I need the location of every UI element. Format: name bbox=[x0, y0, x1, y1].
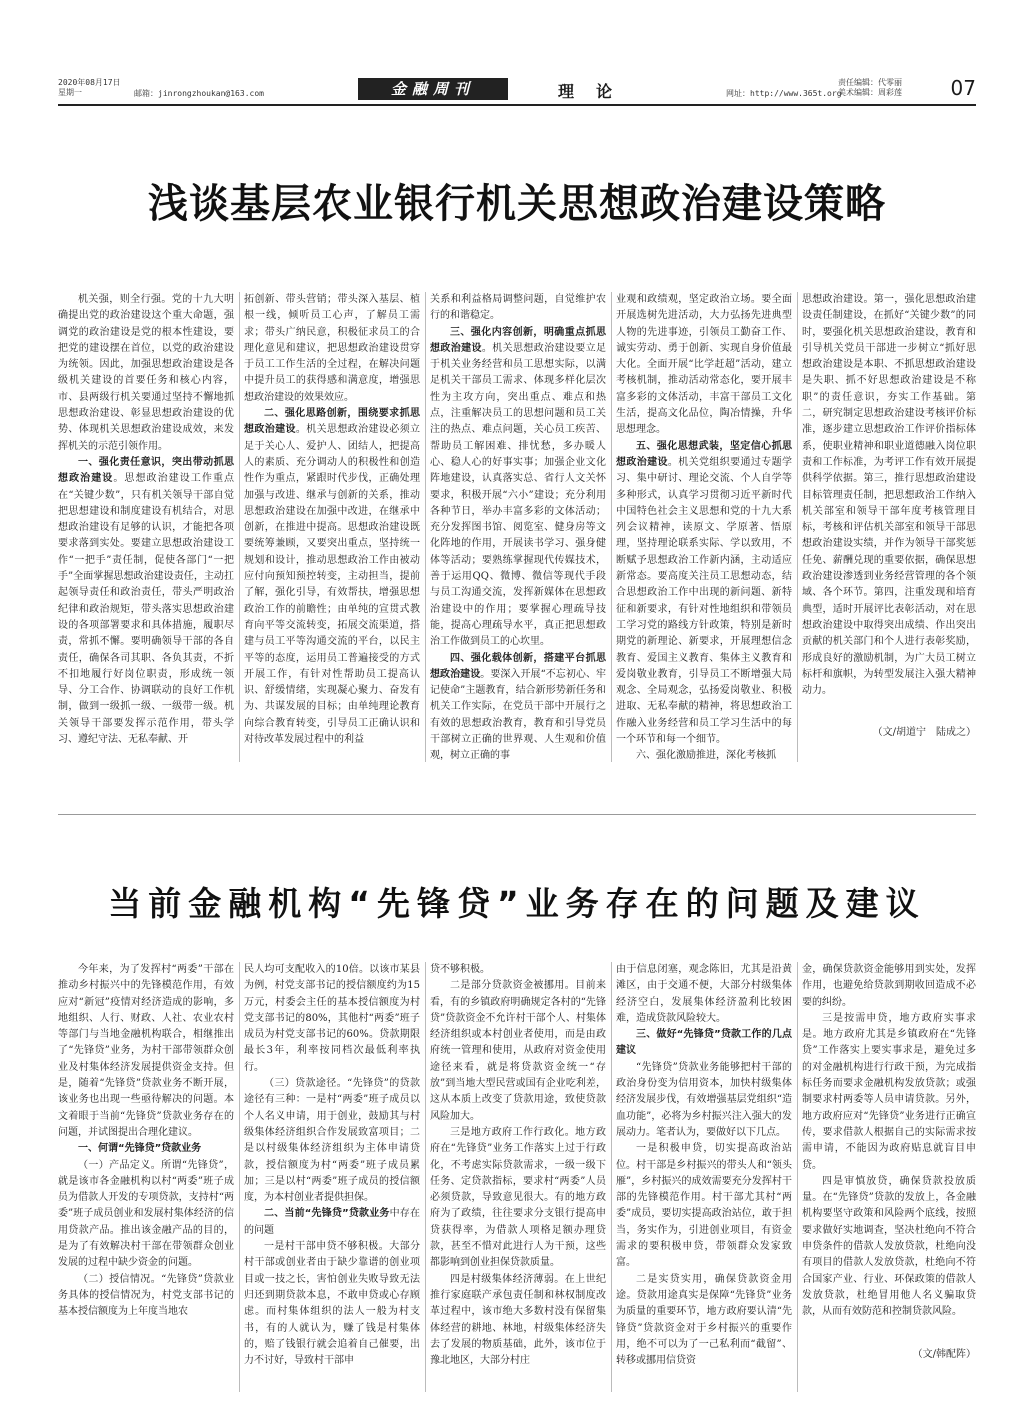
column-rule bbox=[797, 962, 798, 1392]
paragraph: 今年来，为了发挥村“两委”干部在推动乡村振兴中的先锋模范作用，有效应对“新冠”疫情对经济造成的影响，多地组织、人行、财政、人社、农业农村等部门与当地金融机构联合，相继推出了“先锋贷”业务，为村干部带领群众创业及村集体经济发展提供资金支持。但是，随着“先锋贷”贷款业务不断开展，该业务也出现一些亟待解决的问题。本文着眼于当前“先锋贷”贷款业务存在的问题，并试图提出合理化建议。 bbox=[58, 964, 234, 1138]
article1-byline: （文/胡道宁 陆成之） bbox=[872, 727, 976, 739]
article-divider bbox=[58, 814, 976, 815]
section-heading: 三、做好“先锋贷”贷款工作的几点建议 bbox=[616, 1029, 792, 1057]
column-rule bbox=[425, 292, 426, 762]
article2-column-3 bbox=[430, 962, 606, 1402]
header-date-block bbox=[58, 78, 121, 98]
header-editor-responsible: 责任编辑：代零丽 bbox=[838, 78, 902, 87]
page-number: 07 bbox=[950, 76, 976, 100]
paragraph: “先锋贷”贷款业务能够把村干部的政治身份变为信用资本，加快村级集体经济发展步伐，有效增强基层党组织“造血功能”，必将为乡村振兴注入强大的发展动力。笔者认为，要做好以下几点。 bbox=[616, 1061, 792, 1138]
paragraph: 二是部分贷款资金被挪用。目前来看，有的乡镇政府明确规定各村的“先锋贷”贷款资金不允许村干部个人、村集体经济组织或本村创业者使用，而是由政府统一管理和使用，从政府对资金使用途径来看，就是将贷款资金统一“存放”到当地大型民营或国有企业吃利差，这从本质上改变了贷款用途，致使贷款风险加大。 bbox=[430, 980, 606, 1122]
paragraph: 思想政治建设。第一，强化思想政治建设责任制建设，在抓好“关键少数”的同时，要强化机关思想政治建设，教育和引导机关党员干部进一步树立“抓好思想政治建设是本职、不抓思想政治建设是失职、抓不好思想政治建设是不称职”的责任意识，夯实工作基础。第二，研究制定思想政治建设考核评价标准，逐步建立思想政治工作评价指标体系，使职业精神和职业道德融入岗位职责和工作标准，为考评工作有效开展提供科学依据。第三，推行思想政治建设目标管理责任制，把思想政治工作纳入机关部室和领导干部年度考核管理目标，考核和评估机关部室和领导干部思想政治建设实绩，并作为领导干部奖惩任免、薪酬兑现的重要依据，确保思想政治建设渗透到业务经营管理的各个领域、各个环节。第四，注重发现和培育典型，适时开展评比表彰活动，对在思想政治建设中取得突出成绩、作出突出贡献的机关部门和个人进行表彰奖励，形成良好的激励机制，为广大员工树立标杆和旗帜，为转型发展注入强大精神动力。 bbox=[802, 294, 976, 697]
paragraph: 机关强，则全行强。党的十九大明确提出党的政治建设这个重大命题，强调党的政治建设是党的根本性建设，要把党的建设摆在首位，以党的政治建设为统领。因此，加强思想政治建设是各级机关建设的首要任务和核心内容，市、县两级行机关要通过坚持不懈地抓思想政治建设、彰显思想政治建设的优势、体现机关思想政治建设成效，来发挥机关的示范引领作用。 bbox=[58, 294, 234, 452]
section-heading: 二、强化思路创新，围绕要求抓思想政治建设 bbox=[244, 408, 420, 436]
page-header bbox=[58, 78, 976, 106]
article1-column-4 bbox=[616, 292, 792, 802]
column-rule bbox=[797, 292, 798, 762]
newspaper-logo: 金融周刊 bbox=[358, 78, 508, 100]
paragraph: 四是村级集体经济薄弱。在上世纪推行家庭联产承包责任制和林权制度改革过程中，该市绝大多数村没有保留集体经营的耕地、林地，村级集体经济失去了发展的物质基础，此外，该市位于豫北地区，大部分村庄 bbox=[430, 1273, 606, 1367]
article2-byline: （文/韩配阵） bbox=[912, 1348, 976, 1360]
paragraph: 业观和政绩观，坚定政治立场。要全面开展选树先进活动，大力弘扬先进典型人物的先进事迹，引领员工勤奋工作、诚实劳动、勇于创新、实现自身价值最大化。全面开展“比学赶超”活动，建立考核机制，推动活动常态化，要开展丰富多彩的文体活动，丰富干部员工文化生活，提高文化品位，陶冶情操，升华思想理念。 bbox=[616, 294, 792, 436]
paragraph: 贷不够积极。 bbox=[430, 964, 490, 975]
paragraph: 金，确保贷款资金能够用到实处，发挥作用，也避免给贷款到期收回造成不必要的纠纷。 bbox=[802, 964, 976, 1008]
article2-column-2 bbox=[244, 962, 420, 1402]
section-heading: 五、强化思想武装，坚定信心抓思想政治建设 bbox=[616, 440, 792, 468]
paragraph: 三是按需申贷，地方政府实事求是。地方政府尤其是乡镇政府在“先锋贷”工作落实上要实事求是，避免过多的对金融机构进行行政干预，为完成指标任务而要求金融机构发放贷款；或强制要求村两委等人员申请贷款。另外，地方政府应对“先锋贷”业务进行正确宣传，要求借款人根据自己的实际需求按需申请，不能因为政府贴息就盲目申贷。 bbox=[802, 1012, 976, 1171]
section-heading: 四、强化载体创新，搭建平台抓思想政治建设 bbox=[430, 652, 606, 680]
paragraph: 六、强化激励推进，深化考核抓 bbox=[636, 750, 776, 762]
paragraph: （二）授信情况。“先锋贷”贷款业务具体的授信情况为，村党支部书记的基本授信额度为上年度当地农 bbox=[58, 1273, 234, 1318]
article1-column-5-body bbox=[802, 292, 976, 699]
paragraph: 由于信息闭塞，观念陈旧，尤其是沿黄滩区，由于交通不便，大部分村级集体经济空白，发展集体经济盈利比较困难，造成贷款风险较大。 bbox=[616, 964, 792, 1024]
paragraph: 一是积极申贷，切实提高政治站位。村干部是乡村振兴的带头人和“领头雁”，乡村振兴的成效需要充分发挥村干部的先锋模范作用。村干部尤其村“两委”成员，要切实提高政治站位，敢于担当，务实作为，引进创业项目，有资金需求的要积极申贷，带领群众发家致富。 bbox=[616, 1143, 792, 1269]
header-editors bbox=[838, 78, 902, 98]
paragraph: 二、强化思路创新，围绕要求抓思想政治建设。机关思想政治建设必须立足于关心人、爱护人、团结人，把提高人的素质、充分调动人的积极性和创造性作为重点，紧跟时代步伐，正确处理加强与改进、继承与创新的关系，推动思想政治建设在加强中改进，在继承中创新，在推进中提高。思想政治建设既要统筹兼顾，又要突出重点，坚持统一规划和设计，推动思想政治工作由被动应付向预知预控转变，主动担当，提前了解，强化引导，有效帮扶，增强思想政治工作的前瞻性；由单纯的宣贯式教育向平等交流转变，拓展交流渠道，搭建与员工平等沟通交流的平台，以民主平等的态度，运用员工普遍接受的方式开展工作，有针对性帮助员工提高认识、舒缓情绪，实现凝心聚力、奋发有为、共谋发展的目标；由单纯理论教育向综合教育转变，引导员工正确认识和对待改革发展过程中的利益 bbox=[244, 408, 420, 746]
section-title: 理论 bbox=[558, 82, 635, 101]
section-heading: 三、强化内容创新，明确重点抓思想政治建设 bbox=[430, 326, 606, 354]
article1-title: 浅谈基层农业银行机关思想政治建设策略 bbox=[148, 181, 886, 227]
article2-column-5 bbox=[802, 962, 976, 1402]
paragraph: 二、当前“先锋贷”贷款业务中存在的问题 bbox=[244, 1208, 420, 1236]
article1-column-5 bbox=[802, 292, 976, 802]
paragraph: 五、强化思想武装，坚定信心抓思想政治建设。机关党组织要通过专题学习、集中研讨、理论交流、个人自学等多种形式，认真学习贯彻习近平新时代中国特色社会主义思想和党的十九大系列会议精神，读原文、学原著、悟原理，坚持理论联系实际、学以致用，不断赋予思想政治工作新内涵，主动适应新常态。要高度关注员工思想动态，结合思想政治工作中出现的新问题、新特征和新要求，有针对性地组织和带领员工学习党的路线方针政策，特别是新时期党的新理论、新要求，开展理想信念教育、爱国主义教育、集体主义教育和爱岗敬业教育，引导员工不断增强大局观念、全局观念，弘扬爱岗敬业、积极进取、无私奉献的精神，将思想政治工作融入业务经营和员工学习生活中的每一个环节和每一个细节。 bbox=[616, 440, 792, 746]
header-date: 2020年08月17日 bbox=[58, 78, 121, 87]
section-heading: 一、强化责任意识，突出带动抓思想政治建设 bbox=[58, 456, 234, 485]
article2-column-5-body bbox=[802, 962, 976, 1321]
article2-column-1 bbox=[58, 962, 234, 1402]
paragraph: 关系和利益格局调整问题，自觉维护农行的和谐稳定。 bbox=[430, 294, 606, 322]
paragraph bbox=[58, 1141, 234, 1157]
paragraph: 一、强化责任意识，突出带动抓思想政治建设。思想政治建设工作重点在“关键少数”，只有机关领导干部自觉把思想建设和制度建设有机结合，对思想政治建设有足够的认识，才能把各项要求落到实处。要建立思想政治建设工作“一把手”责任制，促使各部门“一把手”全面掌握思想政治建设责任，主动扛起领导责任和政治责任，带头严明政治纪律和政治规矩，带头落实思想政治建设的各项部署要求和具体措施，履职尽责，常抓不懈。要明确领导干部的各自责任，确保各司其职、各负其责，不折不扣地履行好岗位职责，形成统一领导、分工合作、协调联动的良好工作机制，做到一级抓一级、一级带一级。机关领导干部要发挥示范作用，带头学习、遵纪守法、无私奉献、开 bbox=[58, 456, 234, 746]
article1-column-1 bbox=[58, 292, 234, 802]
column-rule bbox=[239, 962, 240, 1392]
header-website: 网址：http://www.365t.org bbox=[726, 89, 842, 98]
section-heading: 二、当前“先锋贷”贷款业务 bbox=[264, 1208, 390, 1220]
header-editor-art: 美术编辑：周彩莲 bbox=[838, 88, 902, 97]
column-rule bbox=[425, 962, 426, 1392]
column-rule bbox=[611, 292, 612, 762]
paragraph: （一）产品定义。所谓“先锋贷”，就是该市各金融机构以村“两委”班子成员为借款人开发的专项贷款，支持村“两委”班子成员创业和发展村集体经济的信用贷款产品。推出该金融产品的目的，是为了有效解决村干部在带领群众创业发展的过程中缺少资金的问题。 bbox=[58, 1159, 234, 1269]
header-email: 邮箱：jinrongzhoukan@163.com bbox=[134, 89, 264, 98]
column-rule bbox=[239, 292, 240, 762]
header-weekday: 星期一 bbox=[58, 88, 82, 97]
paragraph: 二是实贷实用，确保贷款资金用途。贷款用途真实是保障“先锋贷”业务为质量的重要环节，地方政府要认清“先锋贷”贷款资金对于乡村振兴的重要作用，绝不可以为了一己私利而“截留”、转移或挪用信贷资 bbox=[616, 1273, 792, 1367]
section-heading: 一、何谓“先锋贷”贷款业务 bbox=[78, 1143, 202, 1155]
paragraph: （三）贷款途径。“先锋贷”的贷款途径有三种：一是村“两委”班子成员以个人名义申请，用于创业，鼓励其与村级集体经济组织合作发展致富项目；二是以村级集体经济组织为主体申请贷款，授信额度为村“两委”班子成员累加；三是以村“两委”班子成员的授信额度，为本村创业者提供担保。 bbox=[244, 1078, 420, 1204]
paragraph: 三、强化内容创新，明确重点抓思想政治建设。机关思想政治建设要立足于机关业务经营和员工思想实际，以满足机关干部员工需求、体现多样化层次性为主攻方向，突出重点、难点和热点，注重解决员工的思想问题和员工关注的热点、难点问题，关心员工疾苦、帮助员工解困难、排忧愁，多办暖人心、稳人心的好事实事；加强企业文化阵地建设，认真落实总、省行人文关怀要求，积极开展“六小”建设；充分利用各种节日，举办丰富多彩的文体活动；充分发挥图书馆、阅览室、健身房等文化阵地的作用，开展读书学习、强身健体等活动；要熟练掌握现代传媒技术，善于运用QQ、微博、微信等现代手段与员工沟通交流，发挥新媒体在思想政治建设中的作用；要掌握心理疏导技能，提高心理疏导水平，真正把思想政治工作做到员工的心坎里。 bbox=[430, 326, 606, 648]
paragraph: 民人均可支配收入的10倍。以该市某县为例，村党支部书记的授信额度约为15万元，村委会主任的基本授信额度为村党支部书记的80%，其他村“两委”班子成员为村党支部书记的60%。贷款期限最长3年，利率按同档次最低利率执行。 bbox=[244, 964, 420, 1073]
paragraph: 三是地方政府工作行政化。地方政府在“先锋贷”业务工作落实上过于行政化，不考虑实际贷款需求，一级一级下任务、定贷款指标，要求村“两委”人员必须贷款，导致意见很大。有的地方政府为了政绩，往往要求分支银行提高申贷获得率，为借款人项格足额办理贷款，甚至不惜对此进行人为干预，这些都影响到创业担保贷款质量。 bbox=[430, 1126, 606, 1269]
paragraph: 四是审慎放贷，确保贷款投放质量。在“先锋贷”贷款的发放上，各金融机构要坚守政策和风险两个底线，按照要求做好实地调查，坚决杜绝向不符合申贷条件的借款人发放贷款，杜绝向没有项目的借款人发放贷款，杜绝向不符合国家产业、行业、环保政策的借款人发放贷款，杜绝冒用他人名义骗取贷款，从而有效防范和控制贷款风险。 bbox=[802, 1175, 976, 1318]
paragraph: 一是村干部申贷不够积极。大部分村干部或创业者由于缺少靠谱的创业项目或一技之长，害怕创业失败导致无法归还到期贷款本息，不敢申贷或心存顾虑。而村集体组织的法人一般为村支书，有的人就认为，赚了钱是村集体的，赔了钱银行就会追着自己催要，出力不讨好，导致村干部申 bbox=[244, 1241, 420, 1367]
article1-column-3 bbox=[430, 292, 606, 802]
column-rule bbox=[611, 962, 612, 1392]
article2-title: 当前金融机构“先锋贷”业务存在的问题及建议 bbox=[108, 884, 926, 923]
paragraph bbox=[616, 1027, 792, 1060]
article1-column-2 bbox=[244, 292, 420, 802]
paragraph: 拓创新、带头营销；带头深入基层、植根一线，倾听员工心声，了解员工需求；带头广纳民意，积极征求员工的合理化意见和建议，把思想政治建设贯穿于员工工作生活的全过程，在解决问题中提升员工的获得感和满意度，增强思想政治建设的效果效应。 bbox=[244, 294, 420, 403]
article2-column-4 bbox=[616, 962, 792, 1402]
paragraph: 四、强化载体创新，搭建平台抓思想政治建设。要深入开展“不忘初心、牢记使命”主题教育，结合新形势新任务和机关工作实际，在党员干部中开展行之有效的思想政治教育，教育和引导党员干部树立正确的世界观、人生观和价值观，树立正确的事 bbox=[430, 652, 606, 762]
